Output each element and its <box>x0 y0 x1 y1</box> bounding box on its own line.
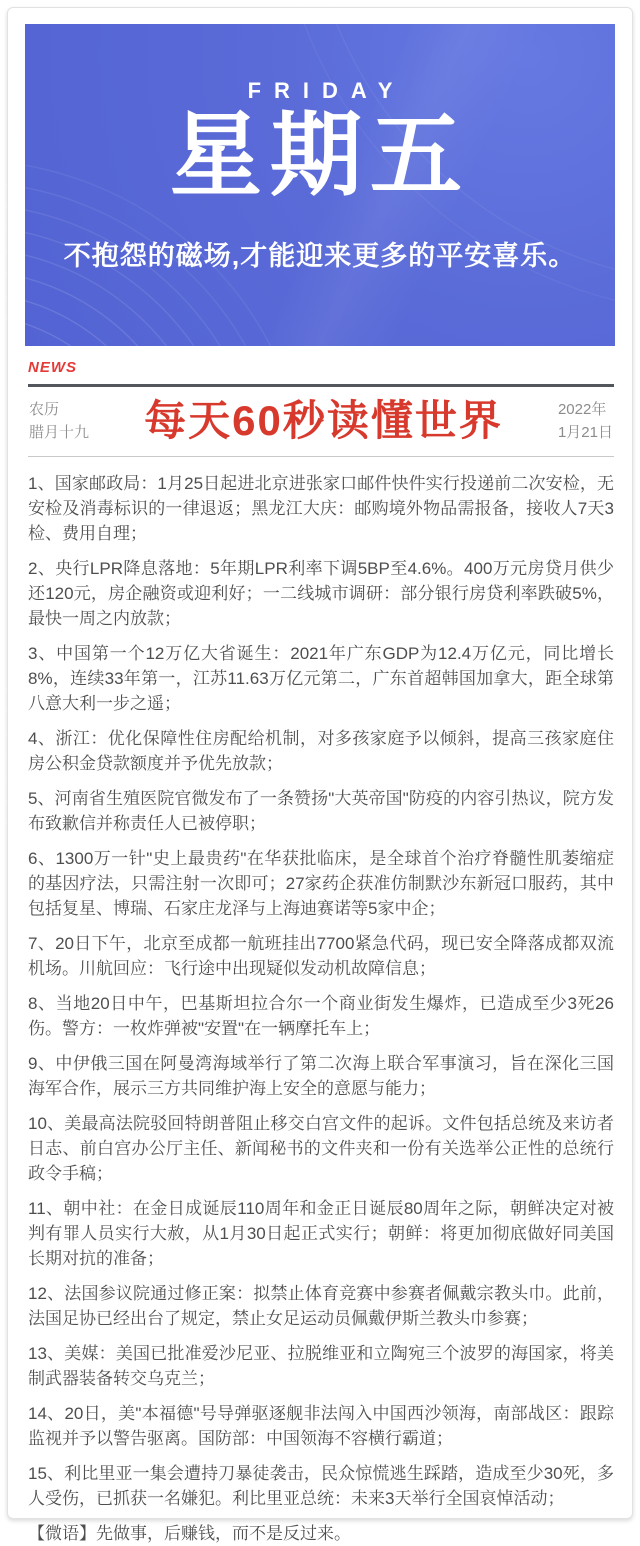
news-list <box>28 471 614 1546</box>
news-item: 9、中伊俄三国在阿曼湾海域举行了第二次海上联合军事演习，旨在深化三国海军合作，展示三方共同维护海上安全的意愿与能力； <box>28 1053 614 1098</box>
gregorian-date <box>558 398 613 445</box>
weekday-banner <box>25 24 615 346</box>
news-item: 2、央行LPR降息落地：5年期LPR利率下调5BP至4.6%。400万元房贷月供少还120元，房企融资或迎利好；一二线城市调研：部分银行房贷利率跌破5%，最快一周之内放款； <box>28 558 614 628</box>
content-area <box>28 360 614 1546</box>
news-item: 13、美媒：美国已批准爱沙尼亚、拉脱维亚和立陶宛三个波罗的海国家，将美制武器装备转交乌克兰； <box>28 1343 614 1388</box>
news-item: 15、利比里亚一集会遭持刀暴徒袭击，民众惊慌逃生踩踏，造成至少30死，多人受伤，已抓获一名嫌犯。利比里亚总统：未来3天举行全国哀悼活动； <box>28 1463 614 1508</box>
weekday-english-label: FRIDAY <box>247 78 406 103</box>
page-title: 每天60秒读懂世界 <box>144 397 503 445</box>
news-card <box>7 7 633 1543</box>
news-item: 1、国家邮政局：1月25日起进北京进张家口邮件快件实行投递前二次安检，无安检及消毒标识的一律退返；黑龙江大庆：邮购境外物品需报备，接收人7天3检、费用自理； <box>28 473 614 543</box>
header-divider-dark <box>28 384 614 387</box>
news-item: 5、河南省生殖医院官微发布了一条赞扬"大英帝国"防疫的内容引热议，院方发布致歉信并称责任人已被停职； <box>28 788 614 833</box>
micro-quote: 【微语】先做事，后赚钱，而不是反过来。 <box>28 1523 351 1543</box>
news-item: 10、美最高法院驳回特朗普阻止移交白宫文件的起诉。文件包括总统及来访者日志、前白宫办公厅主任、新闻秘书的文件夹和一份有关选举公正性的总统行政令手稿； <box>28 1113 614 1183</box>
news-item: 7、20日下午，北京至成都一航班挂出7700紧急代码，现已安全降落成都双流机场。川航回应：飞行途中出现疑似发动机故障信息； <box>28 933 614 978</box>
lunar-date <box>29 398 89 445</box>
news-item: 3、中国第一个12万亿大省诞生：2021年广东GDP为12.4万亿元，同比增长8%，连续33年第一，江苏11.63万亿元第二，广东首超韩国加拿大，距全球第八意大利一步之遥； <box>28 643 614 713</box>
news-item: 12、法国参议院通过修正案：拟禁止体育竞赛中参赛者佩戴宗教头巾。此前，法国足协已经出台了规定，禁止女足运动员佩戴伊斯兰教头巾参赛； <box>28 1283 614 1328</box>
header-divider-light <box>28 456 614 457</box>
news-label: NEWS <box>28 359 77 376</box>
news-item: 11、朝中社：在金日成诞辰110周年和金正日诞辰80周年之际，朝鲜决定对被判有罪人员实行大赦，从1月30日起正式实行；朝鲜：将更加彻底做好同美国长期对抗的准备； <box>28 1198 614 1268</box>
banner-motto: 不抱怨的磁场,才能迎来更多的平安喜乐。 <box>63 241 577 271</box>
weekday-chinese-title: 星期五 <box>169 105 470 207</box>
news-item: 4、浙江：优化保障性住房配给机制，对多孩家庭予以倾斜，提高三孩家庭住房公积金贷款额度并予优先放款； <box>28 728 614 773</box>
news-item: 8、当地20日中午，巴基斯坦拉合尔一个商业街发生爆炸，已造成至少3死26伤。警方：一枚炸弹被"安置"在一辆摩托车上； <box>28 993 614 1038</box>
news-item: 14、20日，美"本福德"号导弹驱逐舰非法闯入中国西沙领海，南部战区：跟踪监视并予以警告驱离。国防部：中国领海不容横行霸道； <box>28 1403 614 1448</box>
date-year: 2022年 <box>557 401 607 418</box>
lunar-label: 农历 <box>29 401 60 418</box>
date-monthday: 1月21日 <box>557 424 613 442</box>
lunar-value: 腊月十九 <box>29 424 90 442</box>
date-title-row <box>28 396 614 447</box>
news-item: 6、1300万一针"史上最贵药"在华获批临床，是全球首个治疗脊髓性肌萎缩症的基因疗法，只需注射一次即可；27家药企获准仿制默沙东新冠口服药，其中包括复星、博瑞、石家庄龙泽与上海迪赛诺等5家中企； <box>28 848 614 918</box>
